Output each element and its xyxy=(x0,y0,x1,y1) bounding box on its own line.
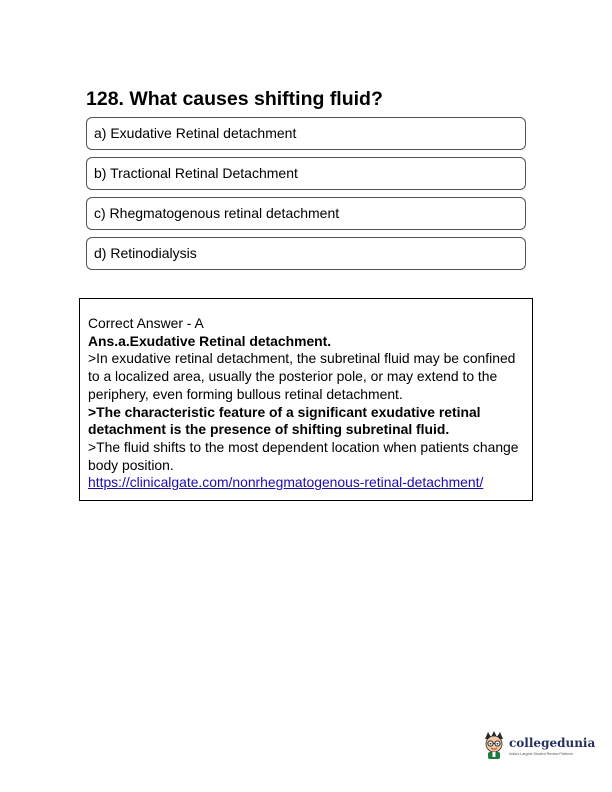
explanation-paragraph-2: >The characteristic feature of a significant exudative retinal detachment is the presence of shifting subretinal fluid. xyxy=(88,403,481,438)
reference-link[interactable]: https://clinicalgate.com/nonrhegmatogenous-retinal-detachment/ xyxy=(88,474,484,491)
brand-tagline: India's Largest Student Review Platform xyxy=(509,752,573,756)
answer-heading: Ans.a.Exudative Retinal detachment. xyxy=(88,332,332,349)
option-c[interactable]: c) Rhegmatogenous retinal detachment xyxy=(86,197,526,230)
answer-explanation-box xyxy=(79,298,533,501)
answer-options xyxy=(86,117,526,277)
brand-name: collegedunia xyxy=(509,736,596,750)
explanation-paragraph-1: >In exudative retinal detachment, the subretinal fluid may be confined to a localized area, usually the posterior pole, or may extend to the periphery, even forming bullous retinal detachment. xyxy=(88,350,516,402)
option-d[interactable]: d) Retinodialysis xyxy=(86,237,526,270)
brand-logo xyxy=(482,730,596,762)
explanation-paragraph-3: >The fluid shifts to the most dependent location when patients change body position. xyxy=(88,438,519,473)
question-title: 128. What causes shifting fluid? xyxy=(86,88,383,110)
correct-answer-label: Correct Answer - A xyxy=(88,315,204,331)
mascot-logo-icon xyxy=(482,730,506,760)
option-a[interactable]: a) Exudative Retinal detachment xyxy=(86,117,526,150)
option-b[interactable]: b) Tractional Retinal Detachment xyxy=(86,157,526,190)
